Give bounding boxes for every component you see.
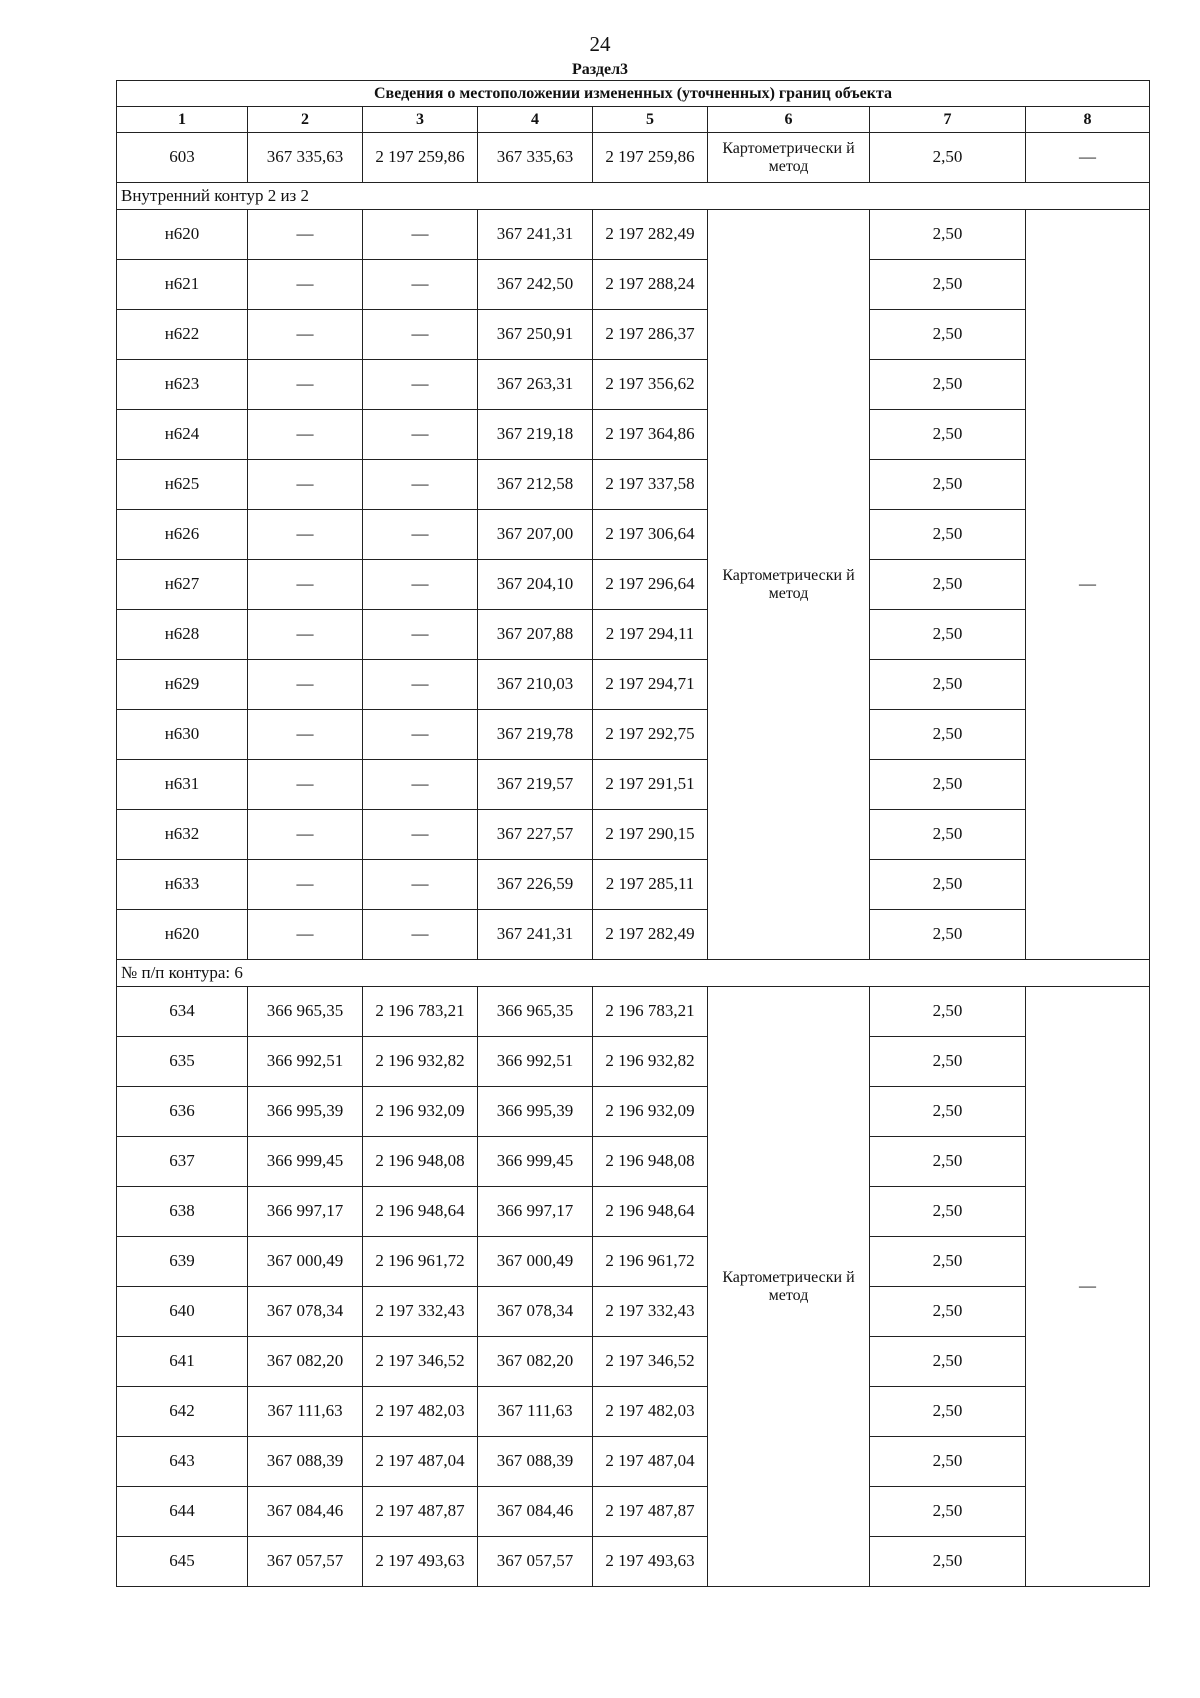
column-number: 1 xyxy=(117,107,248,133)
y-new-cell: 2 197 282,49 xyxy=(593,210,708,260)
x-new-cell: 367 263,31 xyxy=(478,360,593,410)
column-number: 6 xyxy=(708,107,870,133)
x-old-cell: — xyxy=(248,460,363,510)
point-number: н631 xyxy=(117,760,248,810)
x-old-cell: 367 335,63 xyxy=(248,133,363,183)
x-old-cell: — xyxy=(248,360,363,410)
table-row xyxy=(117,133,1150,183)
description-cell: — xyxy=(1026,987,1150,1587)
y-old-cell: — xyxy=(363,660,478,710)
precision-cell: 2,50 xyxy=(870,310,1026,360)
method-cell: Картометрически й метод xyxy=(708,210,870,960)
point-number: н626 xyxy=(117,510,248,560)
y-new-cell: 2 197 292,75 xyxy=(593,710,708,760)
y-new-cell: 2 197 487,87 xyxy=(593,1487,708,1537)
y-old-cell: — xyxy=(363,910,478,960)
point-number: н624 xyxy=(117,410,248,460)
precision-cell: 2,50 xyxy=(870,1287,1026,1337)
table-row xyxy=(117,910,1150,960)
x-old-cell: — xyxy=(248,410,363,460)
column-number-row xyxy=(117,107,1150,133)
precision-cell: 2,50 xyxy=(870,1337,1026,1387)
contour-header-row xyxy=(117,960,1150,987)
x-old-cell: 367 088,39 xyxy=(248,1437,363,1487)
x-old-cell: — xyxy=(248,860,363,910)
point-number: 643 xyxy=(117,1437,248,1487)
point-number: н629 xyxy=(117,660,248,710)
y-old-cell: 2 196 783,21 xyxy=(363,987,478,1037)
table-row xyxy=(117,1287,1150,1337)
column-number: 8 xyxy=(1026,107,1150,133)
x-new-cell: 367 250,91 xyxy=(478,310,593,360)
y-new-cell: 2 197 294,11 xyxy=(593,610,708,660)
x-old-cell: — xyxy=(248,660,363,710)
precision-cell: 2,50 xyxy=(870,210,1026,260)
point-number: 636 xyxy=(117,1087,248,1137)
y-new-cell: 2 196 961,72 xyxy=(593,1237,708,1287)
point-number: 635 xyxy=(117,1037,248,1087)
x-new-cell: 367 241,31 xyxy=(478,910,593,960)
x-new-cell: 366 999,45 xyxy=(478,1137,593,1187)
x-old-cell: 366 997,17 xyxy=(248,1187,363,1237)
x-new-cell: 367 226,59 xyxy=(478,860,593,910)
precision-cell: 2,50 xyxy=(870,1087,1026,1137)
table-row xyxy=(117,987,1150,1037)
x-new-cell: 366 992,51 xyxy=(478,1037,593,1087)
column-number: 7 xyxy=(870,107,1026,133)
x-new-cell: 366 965,35 xyxy=(478,987,593,1037)
x-old-cell: 366 995,39 xyxy=(248,1087,363,1137)
y-new-cell: 2 197 259,86 xyxy=(593,133,708,183)
table-row xyxy=(117,660,1150,710)
y-new-cell: 2 197 288,24 xyxy=(593,260,708,310)
y-old-cell: 2 197 487,04 xyxy=(363,1437,478,1487)
contour-header-row xyxy=(117,183,1150,210)
y-old-cell: 2 196 932,82 xyxy=(363,1037,478,1087)
y-new-cell: 2 197 493,63 xyxy=(593,1537,708,1587)
x-new-cell: 367 219,78 xyxy=(478,710,593,760)
precision-cell: 2,50 xyxy=(870,860,1026,910)
point-number: н623 xyxy=(117,360,248,410)
table-row xyxy=(117,410,1150,460)
x-old-cell: 367 084,46 xyxy=(248,1487,363,1537)
table-row xyxy=(117,560,1150,610)
precision-cell: 2,50 xyxy=(870,810,1026,860)
y-old-cell: 2 196 932,09 xyxy=(363,1087,478,1137)
y-new-cell: 2 197 337,58 xyxy=(593,460,708,510)
x-new-cell: 366 995,39 xyxy=(478,1087,593,1137)
y-new-cell: 2 196 948,64 xyxy=(593,1187,708,1237)
x-old-cell: — xyxy=(248,210,363,260)
contour-label: № п/п контура: 6 xyxy=(117,960,1150,987)
y-old-cell: 2 197 482,03 xyxy=(363,1387,478,1437)
y-old-cell: 2 196 961,72 xyxy=(363,1237,478,1287)
x-new-cell: 367 000,49 xyxy=(478,1237,593,1287)
table-row xyxy=(117,1087,1150,1137)
x-new-cell: 367 207,00 xyxy=(478,510,593,560)
table-row xyxy=(117,1437,1150,1487)
column-number: 2 xyxy=(248,107,363,133)
y-new-cell: 2 197 487,04 xyxy=(593,1437,708,1487)
description-cell: — xyxy=(1026,210,1150,960)
x-old-cell: 366 992,51 xyxy=(248,1037,363,1087)
precision-cell: 2,50 xyxy=(870,1487,1026,1537)
x-old-cell: — xyxy=(248,260,363,310)
table-row xyxy=(117,210,1150,260)
precision-cell: 2,50 xyxy=(870,1237,1026,1287)
column-number: 5 xyxy=(593,107,708,133)
precision-cell: 2,50 xyxy=(870,1187,1026,1237)
point-number: н622 xyxy=(117,310,248,360)
y-old-cell: 2 197 487,87 xyxy=(363,1487,478,1537)
x-new-cell: 367 227,57 xyxy=(478,810,593,860)
y-old-cell: 2 197 346,52 xyxy=(363,1337,478,1387)
y-old-cell: — xyxy=(363,560,478,610)
precision-cell: 2,50 xyxy=(870,1437,1026,1487)
y-old-cell: — xyxy=(363,810,478,860)
precision-cell: 2,50 xyxy=(870,660,1026,710)
table-row xyxy=(117,760,1150,810)
precision-cell: 2,50 xyxy=(870,510,1026,560)
y-new-cell: 2 197 290,15 xyxy=(593,810,708,860)
precision-cell: 2,50 xyxy=(870,1387,1026,1437)
point-number: н620 xyxy=(117,910,248,960)
point-number: н627 xyxy=(117,560,248,610)
column-number: 4 xyxy=(478,107,593,133)
point-number: н633 xyxy=(117,860,248,910)
point-number: н632 xyxy=(117,810,248,860)
y-new-cell: 2 196 932,82 xyxy=(593,1037,708,1087)
method-cell: Картометрически й метод xyxy=(708,987,870,1587)
point-number: 641 xyxy=(117,1337,248,1387)
y-old-cell: 2 196 948,64 xyxy=(363,1187,478,1237)
table-row xyxy=(117,360,1150,410)
x-new-cell: 367 335,63 xyxy=(478,133,593,183)
y-old-cell: — xyxy=(363,760,478,810)
precision-cell: 2,50 xyxy=(870,1037,1026,1087)
y-new-cell: 2 197 291,51 xyxy=(593,760,708,810)
x-new-cell: 367 204,10 xyxy=(478,560,593,610)
precision-cell: 2,50 xyxy=(870,1537,1026,1587)
coordinates-table xyxy=(116,80,1150,1587)
x-old-cell: — xyxy=(248,810,363,860)
y-new-cell: 2 197 282,49 xyxy=(593,910,708,960)
column-number: 3 xyxy=(363,107,478,133)
y-old-cell: — xyxy=(363,260,478,310)
x-old-cell: — xyxy=(248,610,363,660)
x-new-cell: 367 210,03 xyxy=(478,660,593,710)
precision-cell: 2,50 xyxy=(870,1137,1026,1187)
x-new-cell: 367 082,20 xyxy=(478,1337,593,1387)
y-new-cell: 2 197 346,52 xyxy=(593,1337,708,1387)
x-new-cell: 367 078,34 xyxy=(478,1287,593,1337)
table-row xyxy=(117,1537,1150,1587)
x-old-cell: 367 000,49 xyxy=(248,1237,363,1287)
y-new-cell: 2 197 356,62 xyxy=(593,360,708,410)
point-number: 640 xyxy=(117,1287,248,1337)
x-old-cell: — xyxy=(248,760,363,810)
y-new-cell: 2 196 948,08 xyxy=(593,1137,708,1187)
point-number: 638 xyxy=(117,1187,248,1237)
point-number: 634 xyxy=(117,987,248,1037)
table-row xyxy=(117,510,1150,560)
contour-label: Внутренний контур 2 из 2 xyxy=(117,183,1150,210)
y-new-cell: 2 196 932,09 xyxy=(593,1087,708,1137)
table-title: Сведения о местоположении измененных (уточненных) границ объекта xyxy=(117,81,1150,107)
y-new-cell: 2 196 783,21 xyxy=(593,987,708,1037)
x-new-cell: 367 212,58 xyxy=(478,460,593,510)
point-number: 642 xyxy=(117,1387,248,1437)
point-number: 603 xyxy=(117,133,248,183)
table-row xyxy=(117,460,1150,510)
y-old-cell: — xyxy=(363,860,478,910)
y-old-cell: 2 197 493,63 xyxy=(363,1537,478,1587)
precision-cell: 2,50 xyxy=(870,710,1026,760)
y-old-cell: 2 196 948,08 xyxy=(363,1137,478,1187)
table-row xyxy=(117,860,1150,910)
table-row xyxy=(117,710,1150,760)
y-old-cell: — xyxy=(363,510,478,560)
x-new-cell: 367 219,18 xyxy=(478,410,593,460)
y-old-cell: — xyxy=(363,360,478,410)
x-old-cell: — xyxy=(248,560,363,610)
y-old-cell: — xyxy=(363,710,478,760)
point-number: н620 xyxy=(117,210,248,260)
x-new-cell: 367 088,39 xyxy=(478,1437,593,1487)
table-row xyxy=(117,610,1150,660)
y-old-cell: — xyxy=(363,610,478,660)
x-old-cell: — xyxy=(248,310,363,360)
table-row xyxy=(117,810,1150,860)
y-old-cell: 2 197 332,43 xyxy=(363,1287,478,1337)
x-new-cell: 367 111,63 xyxy=(478,1387,593,1437)
y-new-cell: 2 197 286,37 xyxy=(593,310,708,360)
x-new-cell: 367 219,57 xyxy=(478,760,593,810)
table-row xyxy=(117,1387,1150,1437)
page-number: 24 xyxy=(589,32,611,56)
y-old-cell: — xyxy=(363,460,478,510)
precision-cell: 2,50 xyxy=(870,560,1026,610)
precision-cell: 2,50 xyxy=(870,133,1026,183)
point-number: н628 xyxy=(117,610,248,660)
method-cell: Картометрически й метод xyxy=(708,133,870,183)
point-number: н625 xyxy=(117,460,248,510)
x-old-cell: 367 057,57 xyxy=(248,1537,363,1587)
x-old-cell: — xyxy=(248,710,363,760)
point-number: 637 xyxy=(117,1137,248,1187)
point-number: 645 xyxy=(117,1537,248,1587)
x-new-cell: 367 207,88 xyxy=(478,610,593,660)
precision-cell: 2,50 xyxy=(870,910,1026,960)
y-new-cell: 2 197 296,64 xyxy=(593,560,708,610)
table-row xyxy=(117,310,1150,360)
y-old-cell: 2 197 259,86 xyxy=(363,133,478,183)
x-old-cell: 367 078,34 xyxy=(248,1287,363,1337)
y-old-cell: — xyxy=(363,210,478,260)
y-new-cell: 2 197 285,11 xyxy=(593,860,708,910)
point-number: 644 xyxy=(117,1487,248,1537)
y-new-cell: 2 197 306,64 xyxy=(593,510,708,560)
precision-cell: 2,50 xyxy=(870,260,1026,310)
y-new-cell: 2 197 482,03 xyxy=(593,1387,708,1437)
x-old-cell: 366 965,35 xyxy=(248,987,363,1037)
y-new-cell: 2 197 294,71 xyxy=(593,660,708,710)
table-row xyxy=(117,260,1150,310)
y-new-cell: 2 197 332,43 xyxy=(593,1287,708,1337)
x-old-cell: — xyxy=(248,510,363,560)
y-old-cell: — xyxy=(363,310,478,360)
x-old-cell: 367 111,63 xyxy=(248,1387,363,1437)
precision-cell: 2,50 xyxy=(870,460,1026,510)
precision-cell: 2,50 xyxy=(870,410,1026,460)
precision-cell: 2,50 xyxy=(870,760,1026,810)
x-new-cell: 366 997,17 xyxy=(478,1187,593,1237)
x-new-cell: 367 242,50 xyxy=(478,260,593,310)
y-new-cell: 2 197 364,86 xyxy=(593,410,708,460)
table-row xyxy=(117,1487,1150,1537)
table-title-row xyxy=(117,81,1150,107)
table-row xyxy=(117,1137,1150,1187)
table-row xyxy=(117,1237,1150,1287)
table-row xyxy=(117,1037,1150,1087)
x-old-cell: 367 082,20 xyxy=(248,1337,363,1387)
section-label: Раздел3 xyxy=(571,61,629,78)
x-new-cell: 367 084,46 xyxy=(478,1487,593,1537)
x-new-cell: 367 241,31 xyxy=(478,210,593,260)
point-number: н621 xyxy=(117,260,248,310)
table-row xyxy=(117,1337,1150,1387)
description-cell: — xyxy=(1026,133,1150,183)
point-number: н630 xyxy=(117,710,248,760)
point-number: 639 xyxy=(117,1237,248,1287)
y-old-cell: — xyxy=(363,410,478,460)
precision-cell: 2,50 xyxy=(870,987,1026,1037)
table-row xyxy=(117,1187,1150,1237)
x-old-cell: — xyxy=(248,910,363,960)
precision-cell: 2,50 xyxy=(870,360,1026,410)
x-new-cell: 367 057,57 xyxy=(478,1537,593,1587)
x-old-cell: 366 999,45 xyxy=(248,1137,363,1187)
precision-cell: 2,50 xyxy=(870,610,1026,660)
